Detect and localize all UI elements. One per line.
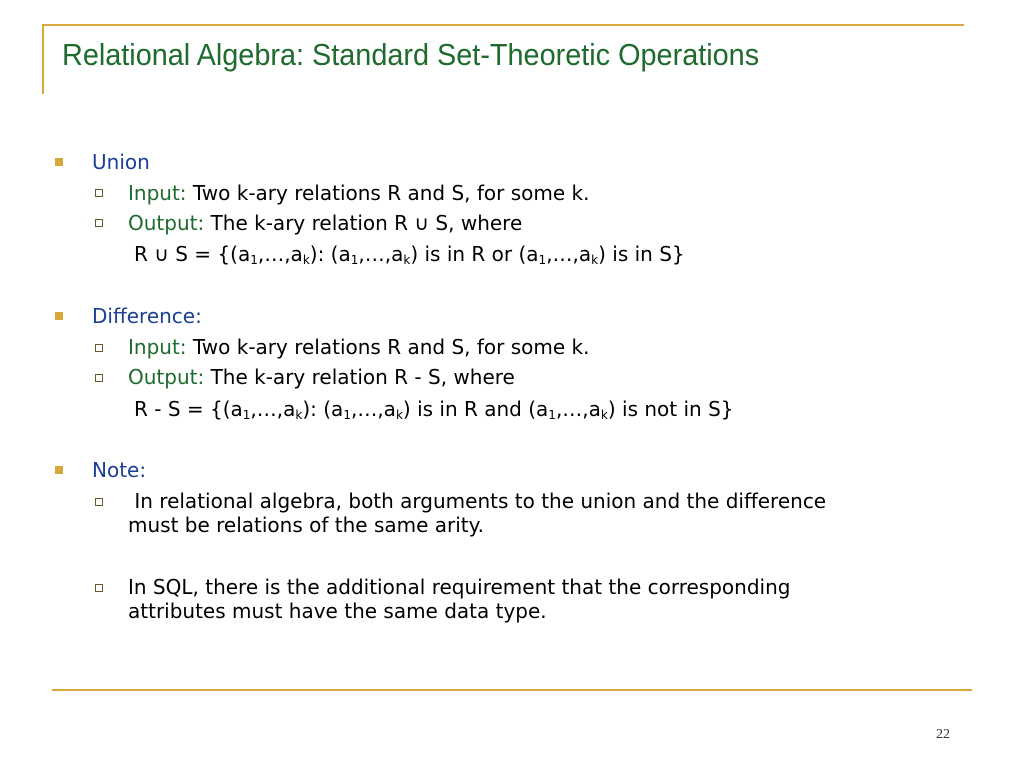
note-heading: Note: [92,458,147,482]
bullet-note-item-2 [95,584,103,592]
union-input-text: Two k-ary relations R and S, for some k. [192,181,590,205]
difference-input-line [128,335,589,359]
note-item-1-line-1: In relational algebra, both arguments to the union and the difference [128,489,827,513]
difference-output-line [128,365,515,389]
bullet-difference-output [95,374,103,382]
union-input-label: Input: [128,181,187,205]
difference-formula: $R - S = \{(a_1,\dots,a_k)$: $(a_1,\dots,a_k)$ is in R and $(a_1,\dots,a_k)$ is not in S} [134,397,734,422]
page-number: 22 [936,727,950,742]
bullet-union-input [95,189,103,197]
difference-output-label: Output: [128,365,205,389]
frame-top-rule [42,24,964,26]
difference-output-text: The k-ary relation R - S, where [210,365,515,389]
slide-title: Relational Algebra: Standard Set-Theoretic Operations [62,37,760,72]
note-item-1-line-2: must be relations of the same arity. [128,513,484,537]
note-item-2-line-2: attributes must have the same data type. [128,599,547,623]
bullet-union-output [95,219,103,227]
union-input-line [128,181,589,205]
footer-rule [52,689,972,691]
union-heading: Union [92,150,150,174]
union-output-line [128,211,522,235]
bullet-difference-input [95,344,103,352]
difference-heading: Difference: [92,304,202,328]
bullet-union [55,158,63,166]
bullet-note [55,466,63,474]
difference-input-label: Input: [128,335,187,359]
union-output-label: Output: [128,211,205,235]
union-formula: R ∪ $S = \{(a_1,\dots,a_k)$: $(a_1,\dots,a_k)$ is in R or $(a_1,\dots,a_k)$ is in S} [134,242,685,267]
note-item-2-line-1: In SQL, there is the additional requirement that the corresponding [128,575,791,599]
difference-input-text: Two k-ary relations R and S, for some k. [192,335,590,359]
bullet-difference [55,312,63,320]
bullet-note-item-1 [95,498,103,506]
union-output-text: The k-ary relation R ∪ S, where [210,211,523,235]
frame-left-rule [42,24,44,94]
